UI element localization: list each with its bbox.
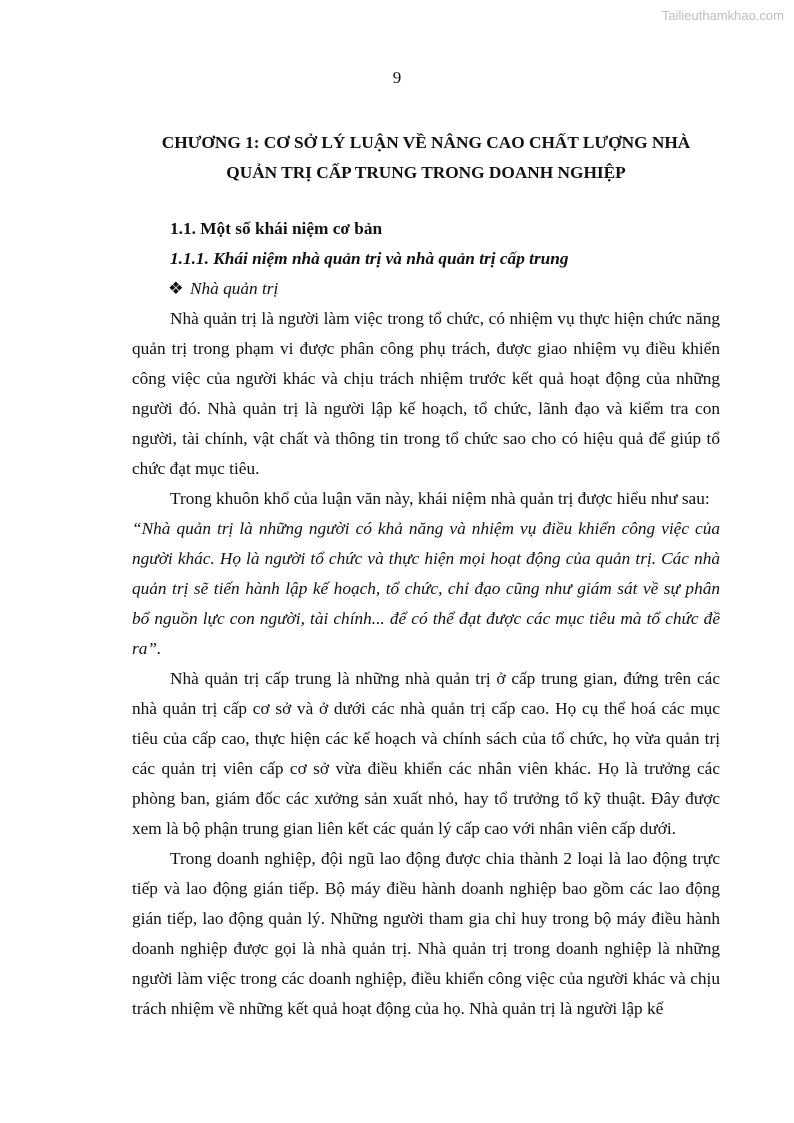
- paragraph-2: Trong khuôn khổ của luận văn này, khái niệm nhà quản trị được hiểu như sau:: [170, 489, 710, 508]
- diamond-bullet-icon: ❖: [168, 279, 184, 298]
- section-heading-1-1-1: 1.1.1. Khái niệm nhà quản trị và nhà quản trị cấp trung: [170, 249, 569, 268]
- chapter-title: [132, 128, 720, 188]
- chapter-title-line-2: QUẢN TRỊ CẤP TRUNG TRONG DOANH NGHIỆP: [226, 163, 626, 182]
- page-number: 9: [392, 68, 402, 87]
- bullet-label: Nhà quản trị: [190, 279, 279, 298]
- bullet-item: [168, 274, 720, 304]
- section-heading-1-1: 1.1. Một số khái niệm cơ bản: [170, 219, 383, 238]
- paragraph-3: Nhà quản trị cấp trung là những nhà quản trị ở cấp trung gian, đứng trên các nhà quản trị cấp cơ sở và ở dưới các nhà quản trị cấp cao. Họ cụ thể hoá các mục tiêu của cấp cao, thực hiện các kế hoạch và chính sách của tổ chức, họ vừa quản trị các quản trị viên cấp cơ sở vừa điều khiển các nhân viên khác. Họ là trưởng các phòng ban, giám đốc các xưởng sản xuất nhỏ, hay tổ trưởng tổ kỹ thuật. Đây được xem là bộ phận trung gian liên kết các quản lý cấp cao với nhân viên cấp dưới.: [132, 669, 720, 838]
- watermark: Tailieuthamkhao.com: [661, 8, 784, 23]
- paragraph-1: Nhà quản trị là người làm việc trong tổ chức, có nhiệm vụ thực hiện chức năng quản trị trong phạm vi được phân công phụ trách, được giao nhiệm vụ điều khiển công việc của người khác và chịu trách nhiệm trước kết quả hoạt động của những người đó. Nhà quản trị là người lập kế hoạch, tổ chức, lãnh đạo và kiểm tra con người, tài chính, vật chất và thông tin trong tổ chức sao cho có hiệu quả để giúp tổ chức đạt mục tiêu.: [132, 309, 720, 478]
- definition-quote: “Nhà quản trị là những người có khả năng và nhiệm vụ điều khiển công việc của người khác. Họ là người tổ chức và thực hiện mọi hoạt động của quản trị. Các nhà quản trị sẽ tiến hành lập kế hoạch, tổ chức, chỉ đạo cũng như giám sát về sự phân bổ nguồn lực con người, tài chính... để có thể đạt được các mục tiêu mà tổ chức đề ra”.: [132, 519, 720, 658]
- chapter-title-line-1: CHƯƠNG 1: CƠ SỞ LÝ LUẬN VỀ NÂNG CAO CHẤT LƯỢNG NHÀ: [161, 133, 691, 152]
- document-body: [132, 128, 720, 1024]
- paragraph-4: Trong doanh nghiệp, đội ngũ lao động được chia thành 2 loại là lao động trực tiếp và lao động gián tiếp. Bộ máy điều hành doanh nghiệp bao gồm các lao động gián tiếp, lao động quản lý. Những người tham gia chỉ huy trong bộ máy điều hành doanh nghiệp được gọi là nhà quản trị. Nhà quản trị trong doanh nghiệp là những người làm việc trong các doanh nghiệp, điều khiển công việc của người khác và chịu trách nhiệm về những kết quả hoạt động của họ. Nhà quản trị là người lập kế: [132, 849, 720, 1018]
